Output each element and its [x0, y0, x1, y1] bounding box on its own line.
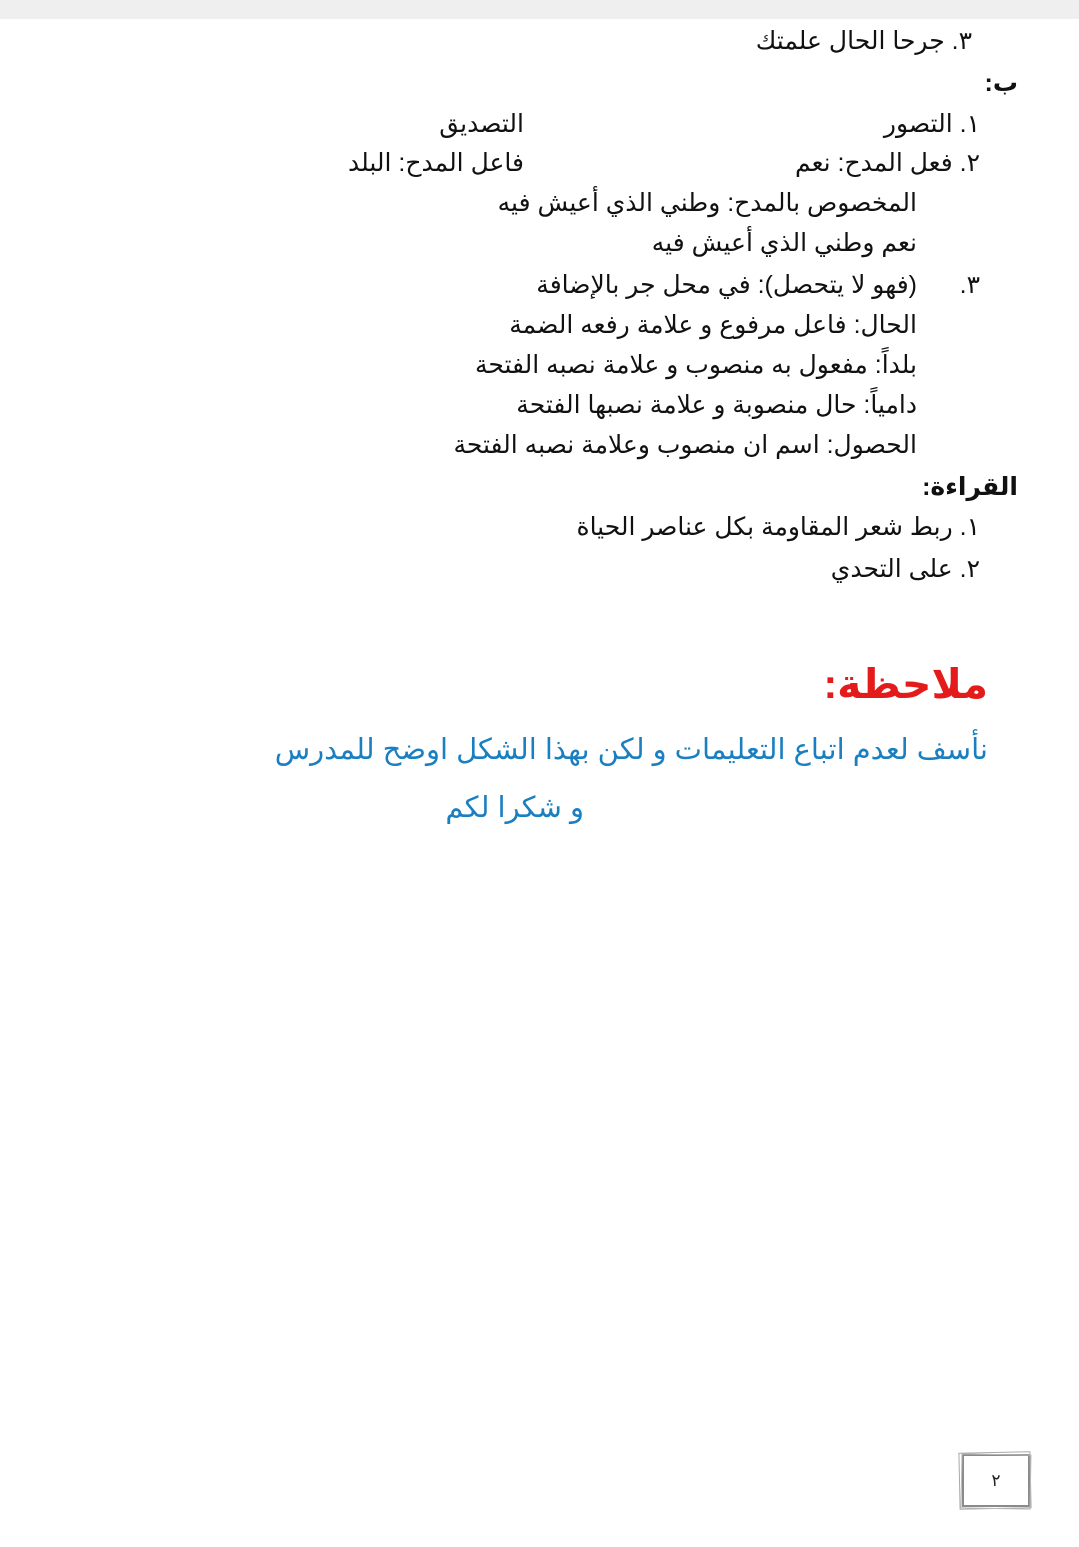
section-b-item-3-d: دامياً: حال منصوبة و علامة نصبها الفتحة	[516, 391, 917, 419]
section-b-item-2-a: ٢. فعل المدح: نعم	[794, 149, 980, 177]
section-b-item-2-b: فاعل المدح: البلد	[347, 149, 524, 177]
section-a-item-3: ٣. جرحا الحال علمتك	[755, 27, 972, 55]
reading-item-1: ١. ربط شعر المقاومة بكل عناصر الحياة	[576, 513, 980, 541]
section-b-item-1-a: ١. التصور	[883, 110, 980, 138]
reading-heading: القراءة:	[922, 473, 1018, 501]
section-b-item-3-number: ٣.	[959, 271, 980, 299]
top-bar	[0, 0, 1079, 19]
section-b-item-1-b: التصديق	[439, 110, 524, 138]
section-b-item-3-c: بلداً: مفعول به منصوب و علامة نصبه الفتحة	[474, 351, 917, 379]
note-heading: ملاحظة:	[823, 661, 988, 707]
note-line-2: و شكرا لكم	[445, 792, 584, 824]
reading-item-2: ٢. على التحدي	[830, 555, 980, 583]
page-number: ٢	[991, 1471, 1001, 1490]
note-line-1: نأسف لعدم اتباع التعليمات و لكن بهذا الشكل اوضح للمدرس	[274, 734, 988, 766]
section-b-heading: ب:	[984, 69, 1018, 97]
page-number-frame	[962, 1454, 1030, 1507]
section-b-item-3-e: الحصول: اسم ان منصوب وعلامة نصبه الفتحة	[453, 431, 917, 459]
section-b-item-3-b: الحال: فاعل مرفوع و علامة رفعه الضمة	[509, 311, 917, 339]
section-b-item-2-c: المخصوص بالمدح: وطني الذي أعيش فيه	[497, 189, 917, 217]
section-b-item-3-a: (فهو لا يتحصل): في محل جر بالإضافة	[536, 271, 917, 299]
section-b-item-2-d: نعم وطني الذي أعيش فيه	[651, 229, 917, 257]
